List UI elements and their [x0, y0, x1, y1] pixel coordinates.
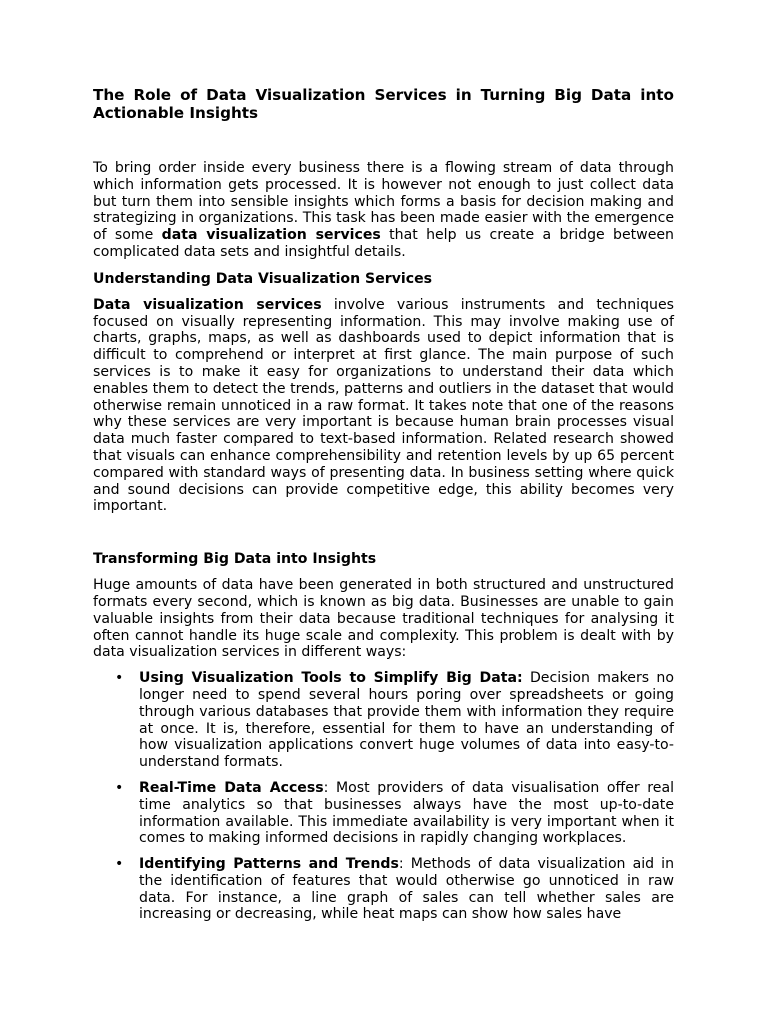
bullet-bold-lead: Real-Time Data Access — [139, 779, 324, 796]
understanding-paragraph — [93, 297, 674, 515]
bullet-list — [93, 670, 674, 923]
bullet-icon: • — [115, 779, 124, 796]
bullet-text: : Methods of data visualization aid in the identification of features that would otherwise go unnoticed in raw data. For instance, a line graph of sales can tell whether sales are increasing or decreasing, while heat maps can show how sales have — [139, 856, 674, 923]
list-item — [93, 780, 674, 847]
document-body — [93, 86, 674, 932]
intro-paragraph — [93, 160, 674, 261]
bullet-bold-lead: Using Visualization Tools to Simplify Big Data: — [139, 670, 523, 687]
intro-text-after: that help us create a bridge between complicated data sets and insightful details. — [93, 227, 674, 260]
understanding-bold-term: Data visualization services — [93, 296, 322, 313]
intro-text-before: To bring order inside every business there is a flowing stream of data through which information gets processed. It is however not enough to just collect data but turn them into sensible insights which forms a basis for decision making and strategizing in organizations. This task has been made easier with the emergence of some — [93, 160, 674, 244]
document-title: The Role of Data Visualization Services in Turning Big Data into Actionable Insights — [93, 86, 674, 122]
list-item — [93, 856, 674, 923]
understanding-text: involve various instruments and techniques focused on visually representing information. This may involve making use of charts, graphs, maps, as well as dashboards used to depict information that is difficult to comprehend or interpret at first glance. The main purpose of such services is to make it easy for organizations to understand their data which enables them to detect the trends, patterns and outliers in the dataset that would otherwise remain unnoticed in a raw format. It takes note that one of the reasons why these services are very important is because human brain processes visual data much faster compared to text-based information. Related research showed that visuals can enhance comprehensibility and retention levels by up 65 percent compared with standard ways of presenting data. In business setting where quick and sound decisions can provide competitive edge, this ability becomes very important. — [93, 296, 674, 515]
section-heading-transforming: Transforming Big Data into Insights — [93, 551, 377, 568]
bullet-bold-lead: Identifying Patterns and Trends — [139, 856, 399, 873]
section-heading-understanding: Understanding Data Visualization Services — [93, 270, 433, 287]
bullet-icon: • — [115, 856, 124, 873]
bullet-text: : Most providers of data visualisation offer real time analytics so that businesses always have the most up-to-date information available. This immediate availability is very important when it comes to making informed decisions in rapidly changing workplaces. — [139, 779, 674, 847]
intro-bold-term: data visualization services — [161, 227, 381, 244]
bullet-icon: • — [115, 670, 124, 687]
list-item — [93, 670, 674, 771]
bullet-text: Decision makers no longer need to spend several hours poring over spreadsheets or going through various databases that provide them with information they require at once. It is, therefore, essential for them to have an understanding of how visualization applications convert huge volumes of data into easy-to-understand formats. — [139, 670, 674, 771]
transforming-paragraph: Huge amounts of data have been generated in both structured and unstructured formats every second, which is known as big data. Businesses are unable to gain valuable insights from their data because traditional techniques for analysing it often cannot handle its huge scale and complexity. This problem is dealt with by data visualization services in different ways: — [93, 577, 674, 661]
